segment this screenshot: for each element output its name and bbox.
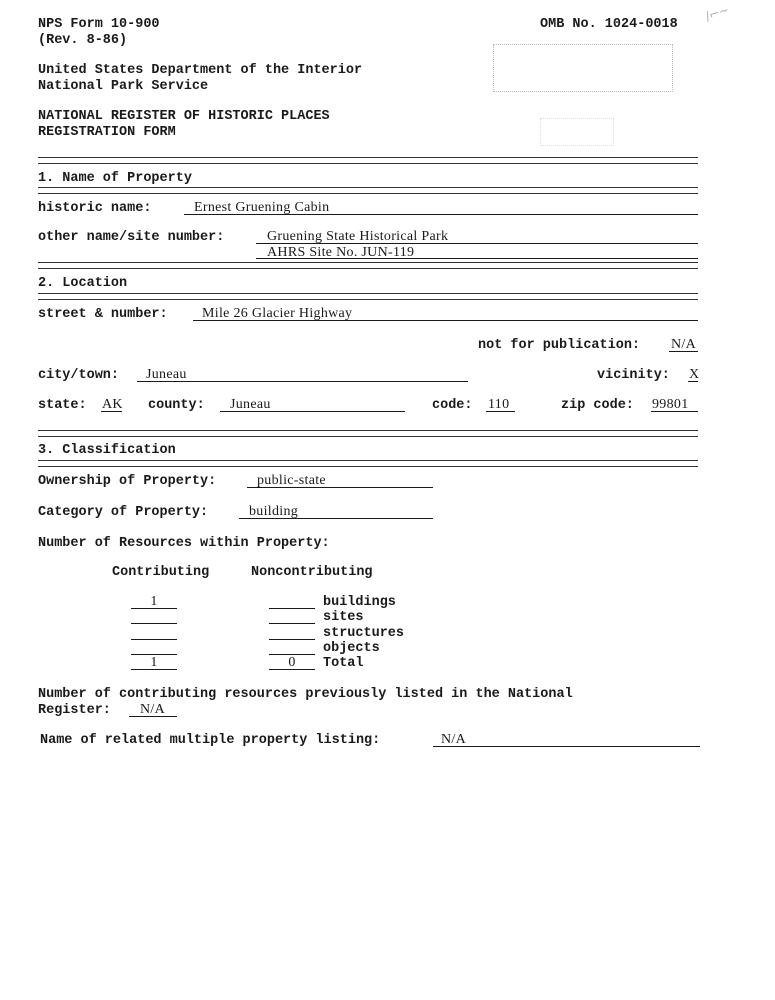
section-divider — [38, 293, 698, 300]
section-divider — [38, 157, 698, 164]
service: National Park Service — [38, 79, 209, 94]
multiple-listing-line — [433, 746, 700, 747]
ownership-label: Ownership of Property: — [38, 474, 217, 489]
multiple-listing-label: Name of related multiple property listing: — [40, 733, 381, 748]
state-label: state: — [38, 398, 87, 413]
resource-type-label: Total — [323, 656, 364, 671]
zip-label: zip code: — [561, 398, 634, 413]
resource-type-label: structures — [323, 626, 405, 641]
city-label: city/town: — [38, 368, 120, 383]
state-value: AK — [102, 397, 123, 412]
zip-value: 99801 — [652, 397, 689, 412]
historic-name-label: historic name: — [38, 201, 152, 216]
form-revision: (Rev. 8-86) — [38, 33, 128, 48]
handwritten-mark: /⌐~ — [703, 2, 731, 24]
vicinity-label: vicinity: — [597, 368, 670, 383]
form-title: REGISTRATION FORM — [38, 125, 176, 140]
section-divider — [38, 262, 698, 269]
section-2-heading: 2. Location — [38, 276, 128, 291]
previously-listed-value: N/A — [140, 702, 166, 717]
street-value: Mile 26 Glacier Highway — [202, 306, 353, 321]
resource-type-label: objects — [323, 641, 380, 656]
code-value: 110 — [488, 397, 510, 412]
historic-name-value: Ernest Gruening Cabin — [194, 200, 330, 215]
register-title: NATIONAL REGISTER OF HISTORIC PLACES — [38, 109, 330, 124]
resources-label: Number of Resources within Property: — [38, 536, 330, 551]
other-name-label: other name/site number: — [38, 230, 225, 245]
county-label: county: — [148, 398, 205, 413]
not-for-publication-value: N/A — [671, 337, 697, 352]
resource-type-label: buildings — [323, 595, 396, 610]
noncontributing-total: 0 — [288, 655, 296, 670]
contributing-count: 1 — [150, 594, 158, 609]
other-name-value-2: AHRS Site No. JUN-119 — [267, 245, 415, 260]
street-label: street & number: — [38, 307, 168, 322]
section-divider — [38, 460, 698, 467]
category-value: building — [249, 504, 299, 519]
code-label: code: — [432, 398, 473, 413]
faint-stamp — [540, 118, 614, 146]
vicinity-value: X — [689, 367, 700, 382]
category-label: Category of Property: — [38, 505, 209, 520]
section-3-heading: 3. Classification — [38, 443, 176, 458]
section-divider — [38, 187, 698, 194]
section-1-heading: 1. Name of Property — [38, 171, 192, 186]
resource-type-label: sites — [323, 610, 364, 625]
contributing-total: 1 — [150, 655, 158, 670]
form-number: NPS Form 10-900 — [38, 17, 160, 32]
other-name-value-1: Gruening State Historical Park — [267, 229, 449, 244]
previously-listed-label: Number of contributing resources previously listed in the National — [38, 687, 573, 702]
contributing-header: Contributing — [112, 565, 210, 580]
county-value: Juneau — [230, 397, 271, 412]
ownership-value: public-state — [257, 473, 326, 488]
previously-listed-label-2: Register: — [38, 703, 111, 718]
not-for-publication-label: not for publication: — [478, 338, 641, 353]
omb-number: OMB No. 1024-0018 — [540, 17, 678, 32]
city-value: Juneau — [146, 367, 187, 382]
multiple-listing-value: N/A — [441, 732, 467, 747]
section-divider — [38, 430, 698, 437]
noncontributing-header: Noncontributing — [251, 565, 373, 580]
received-stamp — [493, 44, 673, 92]
department: United States Department of the Interior — [38, 63, 363, 78]
